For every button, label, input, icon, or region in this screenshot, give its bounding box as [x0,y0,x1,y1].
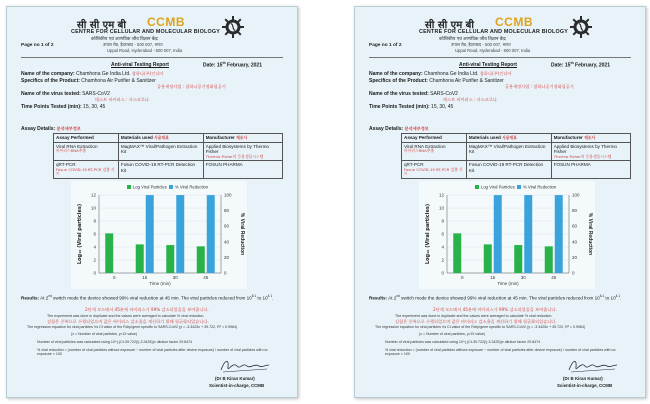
company-line: Name of the company: Chamhona Ge India Ltd. 참하나(주)인디아 [369,71,512,77]
virus-ko-line: 테스트 바이러스 : 사스코로나 [95,97,149,102]
legend-label: Log Viral Particles [481,184,515,190]
address: Uppal Road, Hyderabad - 500 007, India [455,48,531,53]
y2-tick-label: 100 [224,192,232,198]
report-page-2 [354,6,646,398]
y-tick-label: 8 [441,218,444,224]
virus-ko-line: 테스트 바이러스 : 사스코로나 [443,97,497,102]
y-tick-label: 2 [441,257,444,263]
results-text: Results: At 2nd switch mode the device showed 99% viral reduction at 45 min. The viral particles reduced from $10^{6.1}$ to $10^{4.1}$. [21,294,274,301]
table-row: Viral RNA Extraction 바이러스RNA추출 MagMAX™ Viral/Pathogen Extraction Kit Applied Biosystems by Thermo Fisher Thermo Fisher의 응용생물시스템 [54,142,283,161]
signature-block [207,357,287,397]
note-calc: Number of viral particles was calculated using 10^(-(Ct-39.722)/(-3.3425))x dilution factor 29.8474 [37,340,193,344]
hindi-title: सी सी एम बी [425,20,474,31]
signer-name: (Dr B Kiran Kumar) [215,376,255,381]
page-number: Page no 1 of 2 [369,43,402,48]
assay-header-cell: Manufacturer 제조사 [551,134,630,143]
note-xy: (x = Number of viral particles, y=Ct value) [419,332,486,336]
report-title: Anti-viral Testing Report [459,62,517,68]
bar [494,195,502,273]
results-ko: 2단계 모드에서 45분에 바이러스가 99% 감소되었음을 보여줍니다. [85,307,209,312]
assay-header-row [402,134,631,143]
ccmb-title: CCMB [495,15,533,29]
note-duplicate-ko: 실험은 중복으로 수행되었으며 값은 바이러스 감소율을 계산하기 위해 평균화되었습니다. [395,319,557,324]
note-duplicate: The experiment was done in duplicate and the values were averaged to calculate % viral reduction. [395,314,553,318]
results-text: Results: At 2nd switch mode the device showed 99% viral reduction at 45 min. The viral particles reduced from $10^{6.1}$ to $10^{4.1}$. [369,294,622,301]
y-tick-label: 0 [93,270,96,276]
bar [176,195,184,273]
virus-line: Name of the virus tested: SARS-CoV2 [369,91,458,97]
y2-tick-label: 40 [224,239,230,245]
header-rule [369,57,631,58]
table-row: qRT-PCR Fosun COVID-19 RT-PCR 검출 키트 Fosun COVID-19 RT-PCR Detection Kit FOSUN PHARMA [402,161,631,179]
legend-label: % Viral Reduction [175,184,209,190]
address: Uppal Road, Hyderabad - 500 007, India [107,48,183,53]
bar [514,245,522,273]
y2-tick-label: 100 [572,192,580,198]
y-tick-label: 4 [441,244,444,250]
viral-reduction-chart [71,181,247,289]
bar [105,233,113,273]
time-line: Time Points Tested (min): 15, 30, 45 [369,104,454,110]
formula: % viral reduction = (number of viral particles without exposure − number of viral particles after device exposure) / number of viral particles with no exposure × 100 [37,348,268,357]
address-hindi: उप्पल रोड, हैदराबाद - 500 007, भारत [451,42,511,47]
legend-label: Log Viral Particles [133,184,167,190]
y2-tick-label: 80 [224,208,230,214]
assay-header-cell: Assay Performed [54,134,119,143]
bar [453,233,461,273]
assay-header-cell: Materials used 사용재료 [118,134,203,143]
x-tick-label: 30 [520,275,526,280]
bar [146,195,154,273]
signature-block [555,357,635,397]
note-regression: The regression equation for viral particles Vs Ct value of the Rdrp/gene specific to SARS-CoV2 (y = -3.3425x + 39.722, R² = 0.9964) [27,325,238,329]
assay-table [53,133,283,179]
results-ko: 2단계 모드에서 45분에 바이러스가 99% 감소되었음을 보여줍니다. [433,307,557,312]
assay-header-cell: Assay Performed [402,134,467,143]
assay-table [401,133,631,179]
y2-tick-label: 60 [224,223,230,229]
y-tick-label: 6 [93,231,96,237]
note-regression: The regression equation for viral particles Vs Ct value of the Rdrp/gene specific to SARS-CoV2 (y = -3.3425x + 39.722, R² = 0.9964) [375,325,586,329]
y-tick-label: 8 [93,218,96,224]
y2-axis-label: % Viral Reduction [587,212,593,256]
note-xy: (x = Number of viral particles, y=Ct value) [71,332,138,336]
ccmb-title: CCMB [147,15,185,29]
x-tick-label: 45 [551,275,557,280]
y-tick-label: 12 [438,192,444,198]
ccmb-gear-logo-icon [221,15,245,39]
y-tick-label: 4 [93,244,96,250]
hindi-subtitle: कोशिकीय एवं आणविक जीव विज्ञान केंद्र [439,36,506,41]
note-calc: Number of viral particles was calculated using 10^(-(Ct-39.722)/(-3.3425))x dilution factor 29.8474 [385,340,541,344]
report-date: Date: 15th February, 2021 [203,61,262,69]
product-line: Specifics of the Product: Chamhona Air Purifier & Sanitizer [369,78,504,84]
bar [555,195,563,273]
signer-title: Scientist-in-charge, CCMB [209,383,265,388]
legend-swatch [169,185,173,189]
letterhead [355,15,645,59]
product-ko-line: 공용세정사업 : 참하나공기정화필공기 [505,84,574,89]
virus-line: Name of the virus tested: SARS-CoV2 [21,91,110,97]
hindi-title: सी सी एम बी [77,20,126,31]
table-row: qRT-PCR Fosun COVID-19 RT-PCR 검출 키트 Fosun COVID-19 RT-PCR Detection Kit FOSUN PHARMA [54,161,283,179]
signer-title: Scientist-in-charge, CCMB [557,383,613,388]
hindi-subtitle: कोशिकीय एवं आणविक जीव विज्ञान केंद्र [91,36,158,41]
y-tick-label: 2 [93,257,96,263]
page-number: Page no 1 of 2 [21,43,54,48]
address-hindi: उप्पल रोड, हैदराबाद - 500 007, भारत [103,42,163,47]
assay-label: Assay Details: 분석세부정보 [21,126,81,132]
signature-icon [217,357,271,375]
x-tick-label: 0 [460,275,464,280]
bar [524,195,532,273]
y2-tick-label: 80 [572,208,578,214]
product-ko-line: 공용세정사업 : 참하나공기정화필공기 [157,84,226,89]
x-axis-label: Time (min) [149,281,171,286]
x-tick-label: 15 [142,275,148,280]
bar [207,195,215,273]
centre-name: CENTRE FOR CELLULAR AND MOLECULAR BIOLOGY [71,29,221,35]
letterhead [7,15,297,59]
y-axis-label: Log₁₀ (Viral particles) [425,203,431,265]
y2-tick-label: 20 [572,254,578,260]
y-tick-label: 6 [441,231,444,237]
y-tick-label: 10 [90,205,96,211]
bar [197,246,205,273]
bar [545,246,553,273]
assay-header-cell: Manufacturer 제조사 [203,134,282,143]
header-rule [21,57,283,58]
bar [484,244,492,273]
bar [136,244,144,273]
y2-tick-label: 40 [572,239,578,245]
x-tick-label: 45 [203,275,209,280]
y-tick-label: 0 [441,270,444,276]
x-tick-label: 15 [490,275,496,280]
bar [166,245,174,273]
legend-swatch [127,185,131,189]
assay-header-cell: Materials used 사용재료 [466,134,551,143]
legend-swatch [517,185,521,189]
y-tick-label: 12 [90,192,96,198]
table-row: Viral RNA Extraction 바이러스RNA추출 MagMAX™ Viral/Pathogen Extraction Kit Applied Biosystems by Thermo Fisher Thermo Fisher의 응용생물시스템 [402,142,631,161]
x-axis-label: Time (min) [497,281,519,286]
centre-name: CENTRE FOR CELLULAR AND MOLECULAR BIOLOGY [419,29,569,35]
signature-icon [565,357,619,375]
company-line: Name of the company: Chamhona Ge India Ltd. 참하나(주)인디아 [21,71,164,77]
ccmb-gear-logo-icon [569,15,593,39]
y2-axis-label: % Viral Reduction [239,212,245,256]
y2-tick-label: 20 [224,254,230,260]
report-date: Date: 15th February, 2021 [551,61,610,69]
formula: % viral reduction = (number of viral particles without exposure − number of viral particles after device exposure) / number of viral particles with no exposure × 100 [385,348,616,357]
assay-label: Assay Details: 분석세부정보 [369,126,429,132]
note-duplicate: The experiment was done in duplicate and the values were averaged to calculate % viral reduction. [47,314,205,318]
report-page-1 [6,6,298,398]
time-line: Time Points Tested (min): 15, 30, 45 [21,104,106,110]
legend-label: % Viral Reduction [523,184,557,190]
note-duplicate-ko: 실험은 중복으로 수행되었으며 값은 바이러스 감소율을 계산하기 위해 평균화되었습니다. [47,319,209,324]
report-title: Anti-viral Testing Report [111,62,169,68]
y2-tick-label: 0 [224,270,227,276]
x-tick-label: 30 [172,275,178,280]
y2-tick-label: 60 [572,223,578,229]
y-tick-label: 10 [438,205,444,211]
viral-reduction-chart [419,181,595,289]
signer-name: (Dr B Kiran Kumar) [563,376,603,381]
y2-tick-label: 0 [572,270,575,276]
product-line: Specifics of the Product: Chamhona Air Purifier & Sanitizer [21,78,156,84]
x-tick-label: 0 [112,275,116,280]
y-axis-label: Log₁₀ (Viral particles) [77,203,83,265]
assay-header-row [54,134,283,143]
legend-swatch [475,185,479,189]
